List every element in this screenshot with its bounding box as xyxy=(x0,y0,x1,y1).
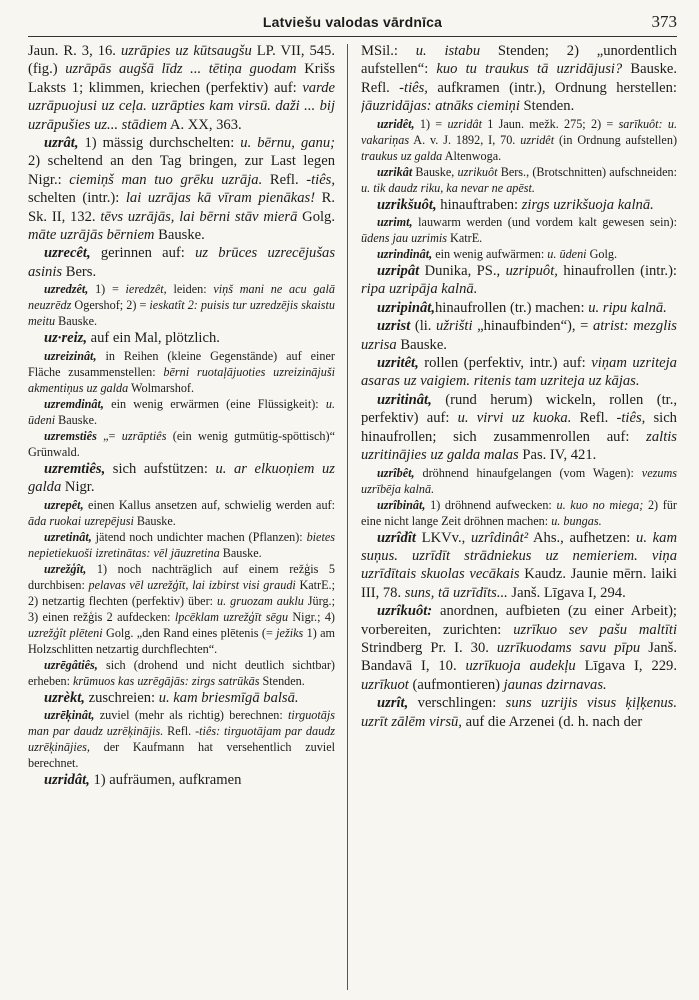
page-number: 373 xyxy=(651,12,677,31)
headword: uzrecêt, xyxy=(44,245,91,262)
definition-text: Refl. xyxy=(262,171,307,188)
headword: uzridât, xyxy=(44,771,90,788)
example-text: uzridât xyxy=(447,116,482,131)
definition-text: 1) mässig durchschelten: xyxy=(78,135,241,152)
example-text: uzrīkuot xyxy=(361,676,409,693)
definition-text: KatrE.; 2) netzartig flechten (perfektiv) über: xyxy=(28,577,335,608)
example-text: u. kam briesmīgā balsā. xyxy=(158,689,299,706)
example-text: viņam uzriteja asaras uz vaigiem. ritenis tam uzriteja uz kājas. xyxy=(361,355,677,390)
definition-text: Stenden. xyxy=(519,98,575,115)
example-text: uzripuôt, xyxy=(505,263,558,280)
headword: uzrimt, xyxy=(377,215,413,230)
definition-text: (in Ordnung aufstellen) xyxy=(554,132,677,147)
example-text: krūmuos kas uzrēgājās: zirgs satrūkās xyxy=(73,673,260,688)
definition-text xyxy=(154,61,162,77)
definition-text: Nigr. xyxy=(61,479,95,496)
definition-text: einen Kallus ansetzen auf, schwielig werden auf: xyxy=(83,497,335,512)
definition-text: Līgava I, 229. xyxy=(575,658,677,675)
headword: uzretinât, xyxy=(44,529,92,544)
example-text: ježiks xyxy=(276,625,304,640)
definition-text: 1) dröhnend aufwecken: xyxy=(425,497,557,512)
definition-text: leiden: xyxy=(166,282,214,297)
definition-text: MSil.: xyxy=(361,43,416,59)
definition-text: Bauske. xyxy=(219,545,262,560)
definition-text: R. Sk. II, 132. xyxy=(28,190,335,225)
definition-text: Janš. Bandavā I, 10. xyxy=(361,639,677,675)
definition-text: auf ein Mal, plötzlich. xyxy=(86,330,220,347)
headword: uzrindinât, xyxy=(377,247,433,262)
definition-text: (aufmontieren) xyxy=(408,676,504,693)
example-text: -tiês: tirguotājam par daudz uzrēķinājies, xyxy=(28,723,335,754)
definition-text: 1) = xyxy=(88,282,126,297)
example-text: užrišti xyxy=(436,318,473,335)
example-text: līdz ... tētiņa guodam xyxy=(161,61,297,78)
example-text: ripa uzripāja kalnā. xyxy=(361,281,478,298)
headword: uzrepêt, xyxy=(44,497,84,512)
definition-text: Bauske. xyxy=(133,513,176,528)
dictionary-entry xyxy=(361,299,677,317)
definition-text: rollen (perfektiv, intr.) auf: xyxy=(418,355,592,372)
example-text: u. ar elkuoņiem uz galda xyxy=(28,460,335,496)
example-text: u. bērnu, ganu; xyxy=(240,135,335,152)
definition-text: A. XX, 363. xyxy=(167,116,242,133)
example-text: jāuzridājas: atnāks ciemiņi xyxy=(361,98,520,115)
dictionary-entry xyxy=(361,694,677,731)
example-text: uzrīkuodams savu pīpu xyxy=(496,639,641,656)
headword: uzrîkuôt: xyxy=(377,603,433,620)
example-text: uzrîdinât² xyxy=(471,529,529,546)
dictionary-entry xyxy=(361,214,677,246)
definition-text: Bauske. xyxy=(154,227,205,244)
example-text: pelavas vēl uzrežģīt, lai izbirst visi graudi xyxy=(88,577,296,592)
example-text: u. ūdeni xyxy=(28,396,335,427)
definition-text: (ein wenig gutmütig-spöttisch)“ Grünwald. xyxy=(28,428,335,459)
example-text: -tiês, xyxy=(616,410,646,427)
dictionary-entry xyxy=(28,689,335,707)
example-text: u. istabu xyxy=(415,43,481,59)
definition-text: dröhnend hinaufgelangen (vom Wagen): xyxy=(414,465,642,480)
definition-text: Nigr.; 4) xyxy=(288,609,335,624)
dictionary-entry xyxy=(361,42,677,116)
dictionary-entry xyxy=(361,262,677,299)
definition-text: 1) = xyxy=(414,116,448,131)
example-text: tēvs uzrājās, lai bērni stāv mierā xyxy=(100,208,298,225)
headword: uzrikât xyxy=(377,164,413,179)
example-text: lai uzrājas kā vīram pienākas! xyxy=(125,190,316,207)
example-text: uzrežģît plēteni xyxy=(28,625,103,640)
example-text: vezums uzrībēja kalnā. xyxy=(361,465,677,496)
definition-text: Ahs., aufhetzen: xyxy=(528,529,637,546)
definition-text: der Kaufmann hat versehentlich zuviel berechnet. xyxy=(28,739,335,770)
definition-text: sich (drohend und nicht deutlich sichtbar) erheben: xyxy=(28,657,335,688)
definition-text: anordnen, aufbieten (zu einer Arbeit); vorbereiten, zurichten: xyxy=(361,603,677,638)
dictionary-entry xyxy=(361,602,677,694)
example-text: ieskatît 2: puisis tur uzredzējis skaistu meitu xyxy=(28,298,335,329)
definition-text: 1 Jaun. mežk. 275; 2) = xyxy=(482,116,619,131)
definition-text: KatrE. xyxy=(447,231,483,246)
definition-text: Bauske. xyxy=(55,314,98,329)
headword: uzrikšuôt, xyxy=(377,196,437,213)
example-text: āda ruokai uzrepējusi xyxy=(28,513,134,528)
dictionary-entry xyxy=(28,707,335,771)
dictionary-entry xyxy=(28,244,335,281)
example-text: kuo tu traukus tā uzridājusi? xyxy=(436,61,623,78)
dictionary-entry xyxy=(28,428,335,460)
definition-text: 1) noch nachträglich auf einem režģis 5 durchbisen: xyxy=(28,561,335,592)
definition-text: 1) am Holzschlitten netzartig durchflechten“. xyxy=(28,625,335,656)
definition-text: zuschreien: xyxy=(84,689,159,706)
headword: uzrît, xyxy=(377,695,409,712)
running-title: Latviešu valodas vārdnīca xyxy=(262,14,443,30)
example-text: lpcēklam uzrežģīt sēgu xyxy=(174,609,289,624)
example-text: uzrāptiês xyxy=(121,428,167,443)
definition-text: ein wenig erwärmen (eine Flüssigkeit): xyxy=(103,396,326,411)
definition-text: sich aufstützen: xyxy=(105,460,216,477)
example-text: ciemiņš man tuo grēku uzrāja. xyxy=(69,171,263,188)
definition-text: hinaufrollen (tr.) machen: xyxy=(435,299,589,316)
definition-text: Jürg.; 3) einen režģis 2 aufdecken: xyxy=(28,593,335,624)
headword: uzripât xyxy=(377,263,420,280)
example-text: u. virvi uz kuoka. xyxy=(457,410,572,427)
left-column xyxy=(28,42,335,992)
example-text: u. gruozam auklu xyxy=(217,593,304,608)
definition-text: Bauske. xyxy=(55,412,98,427)
example-text: suns, tā uzrīdīts... xyxy=(404,584,508,601)
definition-text: Altenwoga. xyxy=(442,148,502,163)
definition-text: Refl. xyxy=(163,723,196,738)
example-text: -tiês, xyxy=(306,171,335,188)
headword: uzremstiês xyxy=(44,428,97,443)
headword: uzremdinât, xyxy=(44,396,104,411)
example-text: u. tik daudz riku, ka nevar ne apēst. xyxy=(361,180,535,195)
dictionary-entry xyxy=(361,529,677,603)
dictionary-entry xyxy=(361,497,677,529)
headword: uzrežģît, xyxy=(44,561,87,576)
definition-text: 2) für eine nicht lange Zeit dröhnen machen: xyxy=(361,497,677,528)
column-divider xyxy=(347,44,348,990)
page-header xyxy=(28,10,677,37)
example-text: suns uzrijis visus ķiļķenus. uzrīt zālēm virsū, xyxy=(361,695,677,730)
dictionary-entry xyxy=(361,196,677,214)
headword: uzrèkt, xyxy=(44,689,85,706)
dictionary-entry xyxy=(361,246,677,262)
example-text: u. kam suņus. uzrīdīt strādniekus uz nemieriem. viņa uzrīdītais skuolas vecākais xyxy=(361,529,677,583)
definition-text: LKVv., xyxy=(415,529,471,546)
definition-text: Pas. IV, 421. xyxy=(518,447,597,464)
dictionary-entry xyxy=(28,561,335,657)
example-text: uzrīkuoja audekļu xyxy=(465,658,576,675)
example-text: zaltis uzritinājies uz galda malas xyxy=(361,428,677,464)
definition-text: Golg. xyxy=(586,247,618,262)
definition-text: auf die Arzenei (d. h. nach der xyxy=(461,713,643,730)
dictionary-entry xyxy=(28,771,335,789)
definition-text: Golg. xyxy=(297,208,335,225)
headword: uzrēķinât, xyxy=(44,707,95,722)
definition-text: zuviel (mehr als richtig) berechnen: xyxy=(94,707,289,722)
definition-text: LP. VII, 545. (fig.) xyxy=(28,43,335,78)
dictionary-entry xyxy=(28,529,335,561)
definition-text: „hinaufbinden“), = xyxy=(472,318,593,335)
definition-text: lauwarm werden (und vordem kalt gewesen sein): xyxy=(412,215,677,230)
example-text: uzrikuôt xyxy=(457,164,498,179)
dictionary-entry xyxy=(28,134,335,244)
example-text: bietes nepietiekuoši izretinātas: vēl jāuzretina xyxy=(28,529,335,560)
example-text: varde uzrāpuojusi uz ceļa. uzrāpties kam virsū. daži ... bij uzrāpušies uz... stādiem xyxy=(28,79,335,133)
definition-text: gerinnen auf: xyxy=(90,245,196,262)
dictionary-entry xyxy=(361,317,677,354)
headword: uzrist xyxy=(377,318,411,335)
definition-text: jätend noch undichter machen (Pflanzen): xyxy=(91,529,307,544)
definition-text: Bers., (Brotschnitten) aufschneiden: xyxy=(497,164,677,179)
definition-text: 2) scheltend an den Tag bringen, zur Last legen Nigr.: xyxy=(28,153,335,188)
definition-text: Ogershof; 2) = xyxy=(71,298,150,313)
example-text: tirguotājs man par daudz uzrēķinājis. xyxy=(28,707,335,738)
definition-text: hinaufrollen (intr.): xyxy=(557,263,677,280)
headword: uzrîdît xyxy=(377,529,416,546)
headword: uzremtiês, xyxy=(44,460,106,477)
definition-text: Jaun. R. 3, 16. xyxy=(28,43,121,59)
example-text: u. ūdeni xyxy=(547,247,587,262)
definition-text: ein wenig aufwärmen: xyxy=(432,247,548,262)
headword: uzrîbinât, xyxy=(377,497,426,512)
dictionary-entry xyxy=(28,460,335,497)
dictionary-entry xyxy=(28,281,335,329)
example-text: zirgs uzrikšuoja kalnā. xyxy=(521,196,654,213)
definition-text: Refl. xyxy=(571,410,617,427)
definition-text: „= xyxy=(96,428,122,443)
headword: uzritêt, xyxy=(377,355,419,372)
definition-text: Janš. Līgava I, 294. xyxy=(507,584,626,601)
headword: uzrîbêt, xyxy=(377,465,415,480)
example-text: jaunas dzirnavas. xyxy=(503,676,607,693)
definition-text: verschlingen: xyxy=(408,695,506,712)
definition-text: Bauske. Refl. xyxy=(361,61,677,96)
definition-text: Krišs Laksts 1; klimmen, kriechen (perfektiv) auf: xyxy=(28,61,335,96)
example-text: uzrāpās augšā xyxy=(65,61,154,78)
headword: uzrât, xyxy=(44,135,79,152)
definition-text: aufkramen (intr.), Ordnung herstellen: xyxy=(427,79,677,96)
definition-text: Strindberg Pr. I. 30. xyxy=(361,639,497,656)
example-text: traukus uz galda xyxy=(361,148,443,163)
dictionary-entry xyxy=(28,396,335,428)
definition-text: Wolmarshof. xyxy=(128,380,195,395)
dictionary-entry xyxy=(361,116,677,164)
example-text: atrist: mezglis uzrisa xyxy=(361,318,677,353)
definition-text: Stenden; 2) „unordentlich aufstellen“: xyxy=(361,43,677,78)
definition-text: in Reihen (kleine Gegenstände) auf einer Fläche zusammenstellen: xyxy=(28,348,335,379)
definition-text: Stenden. xyxy=(259,673,305,688)
headword: uzrēgâtiês, xyxy=(44,657,98,672)
headword: uzritinât, xyxy=(377,391,432,408)
definition-text: hinauftraben: xyxy=(436,196,522,213)
definition-text: Bauske. xyxy=(396,336,447,353)
example-text: bērni ruotaļājuoties uzreizinājuši akmentiņus uz galda xyxy=(28,364,335,395)
example-text: uzridêt xyxy=(520,132,555,147)
definition-text: (rund herum) wickeln, rollen (tr., perfektiv) auf: xyxy=(361,391,677,427)
example-text: uzrāpies uz kūtsaugšu xyxy=(120,43,252,59)
dictionary-entry xyxy=(28,497,335,529)
dictionary-entry xyxy=(28,657,335,689)
example-text: māte uzrājās bērniem xyxy=(28,227,155,244)
dictionary-entry xyxy=(361,164,677,196)
example-text: u. bungas. xyxy=(551,513,602,528)
example-text: viņš mani ne acu galā neuzrēdz xyxy=(28,282,335,313)
definition-text: schelten (intr.): xyxy=(28,190,126,207)
definition-text: A. v. J. 1892, I, 70. xyxy=(409,132,521,147)
headword: uz·reiz, xyxy=(44,330,87,347)
definition-text: Kaudz. Jaunie mērn. laiki III, 78. xyxy=(361,566,677,601)
dictionary-entry xyxy=(28,329,335,347)
headword: uzreizinât, xyxy=(44,348,97,363)
dictionary-entry xyxy=(361,391,677,465)
dictionary-entry xyxy=(28,348,335,396)
example-text: u. kuo no miega; xyxy=(556,497,644,512)
dictionary-entry xyxy=(28,42,335,134)
example-text: uz brūces uzrecējušas asinis xyxy=(28,245,335,280)
headword: uzridêt, xyxy=(377,116,415,131)
dictionary-entry xyxy=(361,465,677,497)
example-text: u. ripu kalnā. xyxy=(588,299,667,316)
example-text: ūdens jau uzrimis xyxy=(361,231,447,246)
definition-text: 1) aufräumen, aufkramen xyxy=(89,771,242,788)
example-text: uzrīkuo sev pašu maltīti xyxy=(513,621,677,638)
example-text: sarīkuôt: u. vakariņas xyxy=(361,116,677,147)
definition-text: (li. xyxy=(410,318,437,335)
definition-text: Dunika, PS., xyxy=(419,263,506,280)
definition-text: Bers. xyxy=(62,263,97,280)
right-column xyxy=(361,42,677,992)
headword: uzredzêt, xyxy=(44,282,89,297)
example-text: ieredzêt, xyxy=(125,282,167,297)
dictionary-entry xyxy=(361,354,677,391)
headword: uzripinât, xyxy=(377,299,435,316)
example-text: -tiês, xyxy=(399,79,428,96)
definition-text: Golg. „den Rand eines plētenis (= xyxy=(102,625,277,640)
definition-text: sich hinaufrollen; sich zusammenrollen auf: xyxy=(361,410,677,445)
definition-text: Bauske, xyxy=(412,164,458,179)
